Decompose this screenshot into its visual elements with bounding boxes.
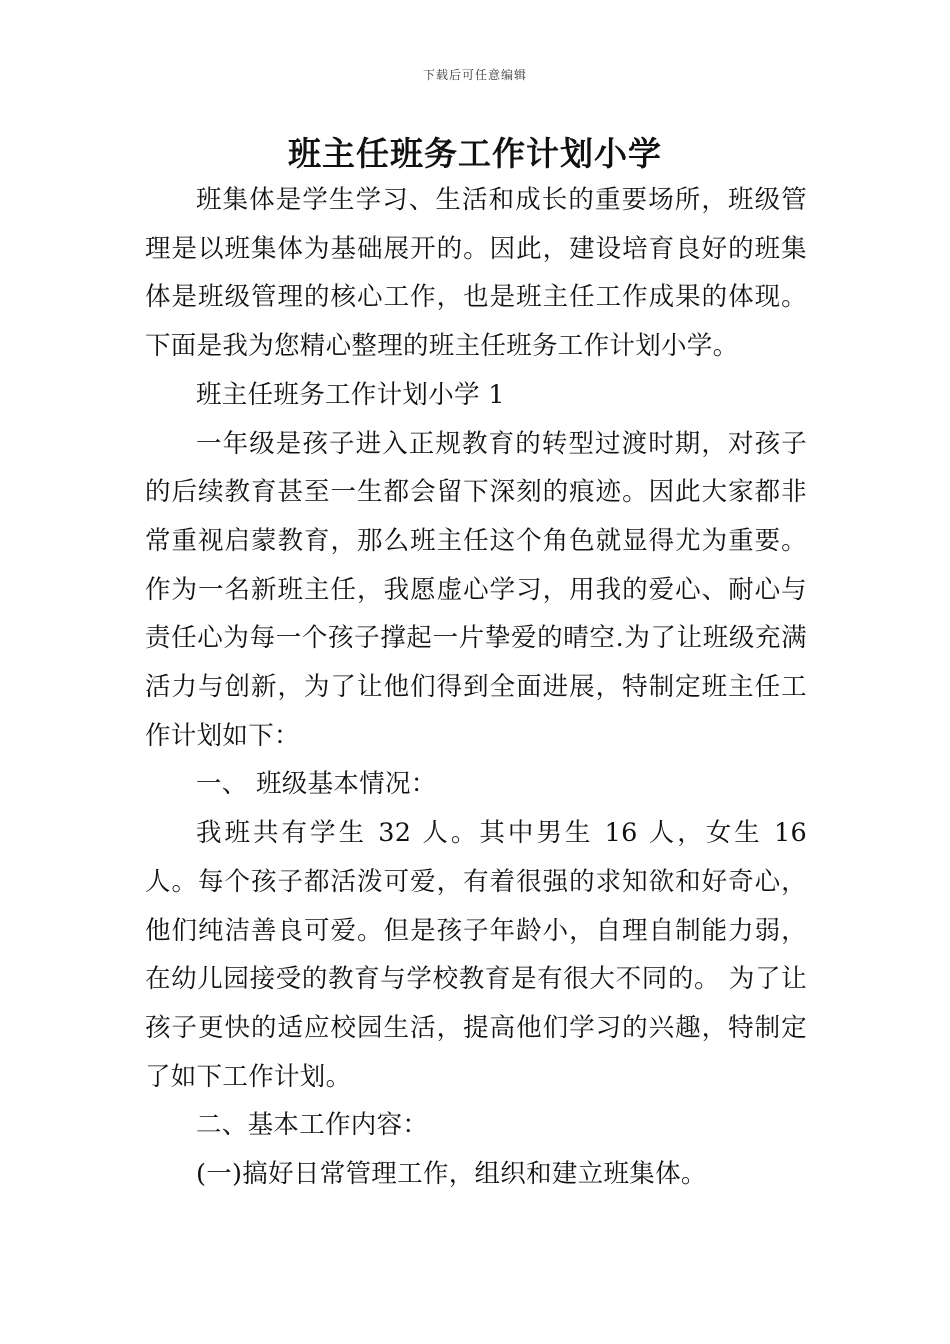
- list-item: (一)搞好日常管理工作，组织和建立班集体。: [196, 1159, 707, 1190]
- document-body: [145, 176, 807, 1199]
- body-paragraph: 一年级是孩子进入正规教育的转型过渡时期，对孩子的后续教育甚至一生都会留下深刻的痕迹。因此大家都非常重视启蒙教育，那么班主任这个角色就显得尤为重要。作为一名新班主任，我愿虚心学习，用我的爱心、耐心与责任心为每一个孩子撑起一片挚爱的晴空.为了让班级充满活力与创新，为了让他们得到全面进展，特制定班主任工作计划如下：: [145, 428, 807, 751]
- section-heading: 班主任班务工作计划小学 1: [196, 379, 505, 410]
- page-title: 班主任班务工作计划小学: [288, 134, 662, 173]
- header-note: 下载后可任意编辑: [422, 68, 527, 82]
- subsection-heading: 一、 班级基本情况：: [196, 769, 437, 800]
- intro-paragraph: 班集体是学生学习、生活和成长的重要场所，班级管理是以班集体为基础展开的。因此，建设培育良好的班集体是班级管理的核心工作，也是班主任工作成果的体现。下面是我为您精心整理的班主任班务工作计划小学。: [145, 185, 807, 362]
- body-paragraph: 我班共有学生 32 人。其中男生 16 人，女生 16 人。每个孩子都活泼可爱，有着很强的求知欲和好奇心，他们纯洁善良可爱。但是孩子年龄小，自理自制能力弱，在幼儿园接受的教育与学校教育是有很大不同的。 为了让孩子更快的适应校园生活，提高他们学习的兴趣，特制定了如下工作计划。: [145, 818, 807, 1092]
- subsection-heading: 二、基本工作内容：: [196, 1110, 429, 1141]
